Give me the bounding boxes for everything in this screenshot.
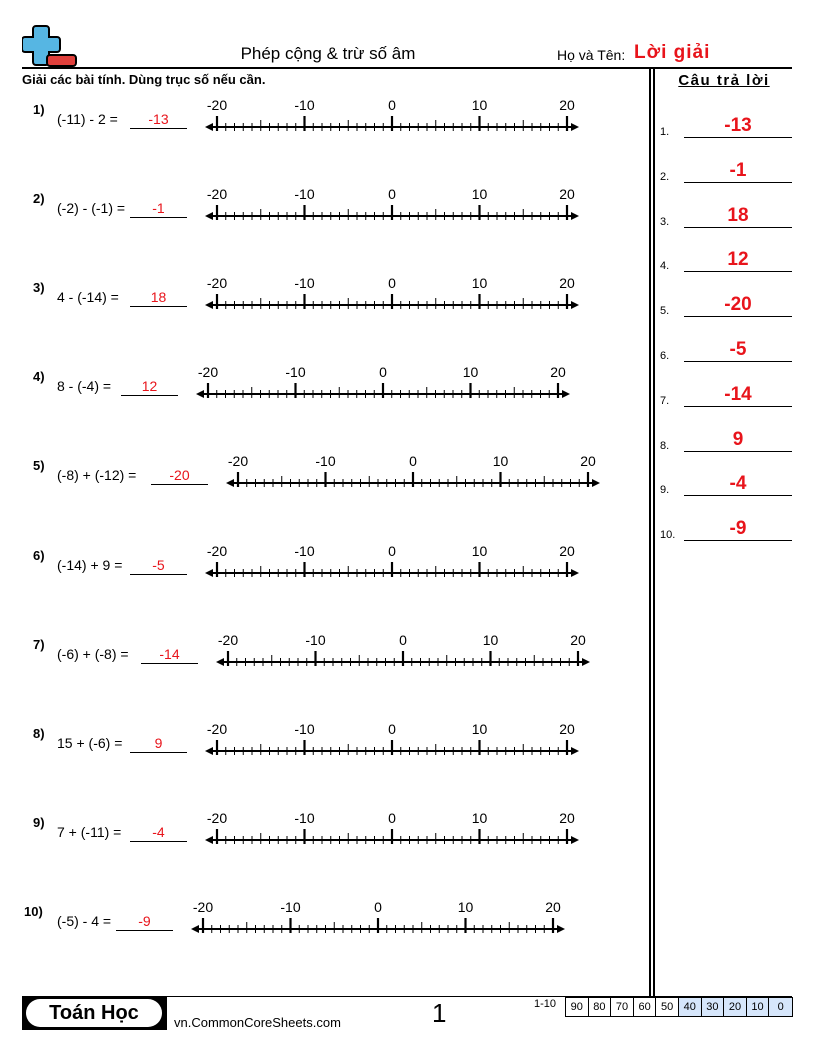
answer-key-row: [660, 294, 792, 318]
number-line-label: 10: [471, 721, 488, 737]
answer-key-blank: [684, 271, 792, 272]
problem-number: 3): [33, 280, 45, 295]
number-line-label: 20: [559, 721, 575, 737]
answer-key-number: 1.: [660, 126, 670, 138]
problem-equation: (-2) - (-1) =: [57, 200, 126, 216]
number-line-label: 0: [388, 721, 396, 737]
score-cell: 20: [724, 998, 747, 1016]
answer-key-row: [660, 249, 792, 273]
left-arrow-icon: [216, 658, 224, 666]
answer-key-row: [660, 383, 792, 407]
left-arrow-icon: [205, 836, 213, 844]
number-line-label: 20: [545, 899, 561, 915]
right-arrow-icon: [571, 123, 579, 131]
left-arrow-icon: [205, 747, 213, 755]
score-table: [565, 997, 793, 1017]
left-arrow-icon: [226, 479, 234, 487]
right-arrow-icon: [571, 836, 579, 844]
right-arrow-icon: [571, 569, 579, 577]
problem-equation: (-8) + (-12) =: [57, 467, 137, 483]
answer-key-value: -5: [729, 339, 747, 360]
answer-key-blank: [684, 451, 792, 452]
number-line-label: 0: [388, 97, 396, 113]
problem-number: 9): [33, 815, 45, 830]
number-line-label: -10: [315, 453, 336, 469]
number-line-label: -10: [294, 97, 315, 113]
answer-value: -9: [138, 913, 151, 929]
answer-key-blank: [684, 137, 792, 138]
answer-key-value: -9: [729, 518, 747, 540]
right-arrow-icon: [571, 301, 579, 309]
number-line: [193, 364, 573, 404]
number-line-label: 20: [559, 810, 575, 826]
answer-blank[interactable]: [130, 306, 187, 307]
number-line-label: 20: [580, 453, 596, 469]
answer-blank[interactable]: [121, 395, 178, 396]
number-line: [223, 453, 603, 493]
name-value: Lời giải: [634, 42, 711, 63]
number-line-label: -20: [206, 275, 228, 291]
name-label: Họ và Tên:: [557, 47, 626, 63]
answer-key-row: [660, 159, 792, 183]
number-line-label: 10: [492, 453, 509, 469]
answer-key-value: -4: [729, 473, 747, 495]
answer-key-row: [660, 115, 792, 138]
number-line-label: 20: [559, 97, 575, 113]
right-arrow-icon: [562, 390, 570, 398]
score-cell: 90: [566, 998, 589, 1016]
number-line-label: -20: [197, 364, 219, 380]
problem-number: 4): [33, 369, 45, 384]
number-line-label: 0: [388, 186, 396, 202]
left-arrow-icon: [205, 569, 213, 577]
number-line: [202, 97, 582, 137]
number-line-label: 0: [388, 275, 396, 291]
worksheet-title: Phép cộng & trừ số âm: [240, 44, 416, 63]
answer-blank[interactable]: [116, 930, 173, 931]
number-line-label: 10: [471, 186, 488, 202]
answer-blank[interactable]: [130, 752, 187, 753]
answer-value: -14: [159, 646, 180, 662]
number-line-label: -10: [294, 721, 315, 737]
number-line-label: 20: [559, 275, 575, 291]
problem-equation: (-14) + 9 =: [57, 557, 123, 573]
number-line-label: -20: [206, 810, 228, 826]
score-cell: 60: [634, 998, 657, 1016]
header-rule: [22, 67, 792, 69]
answer-key-number: 5.: [660, 305, 670, 318]
number-line-label: 0: [388, 810, 396, 826]
answer-key-number: 6.: [660, 350, 670, 362]
answer-blank[interactable]: [130, 128, 187, 129]
number-line-label: -20: [206, 721, 228, 737]
right-arrow-icon: [582, 658, 590, 666]
number-line-label: -20: [192, 899, 214, 915]
column-divider: [649, 69, 655, 997]
answer-key-number: 10.: [660, 529, 676, 542]
number-line: [202, 721, 582, 761]
answer-key-number: 7.: [660, 394, 670, 407]
number-line-label: -10: [280, 899, 301, 915]
problem-equation: 7 + (-11) =: [57, 824, 122, 840]
answer-key-row: [660, 518, 792, 542]
number-line-label: 10: [471, 97, 488, 113]
left-arrow-icon: [191, 925, 199, 933]
number-line-label: -20: [217, 632, 239, 648]
number-line-label: -20: [206, 186, 228, 202]
number-line-label: 20: [559, 186, 575, 202]
number-line-label: 10: [482, 632, 499, 648]
answer-key-blank: [684, 182, 792, 183]
right-arrow-icon: [571, 747, 579, 755]
problem-number: 2): [33, 191, 45, 206]
number-line-label: 0: [399, 632, 407, 648]
right-arrow-icon: [557, 925, 565, 933]
number-line-label: 10: [471, 810, 488, 826]
answer-key-value: -13: [724, 115, 752, 136]
number-line-label: -10: [305, 632, 326, 648]
answer-value: 12: [141, 378, 158, 394]
number-line: [202, 810, 582, 850]
score-cell: 10: [747, 998, 770, 1016]
right-arrow-icon: [592, 479, 600, 487]
problem-equation: (-5) - 4 =: [57, 913, 112, 929]
score-cell: 30: [702, 998, 725, 1016]
number-line-label: -10: [285, 364, 306, 380]
number-line-label: -10: [294, 543, 315, 559]
problem-equation: (-6) + (-8) =: [57, 646, 129, 662]
answer-blank[interactable]: [141, 663, 198, 664]
answer-key-value: 12: [727, 249, 749, 271]
score-cell: 40: [679, 998, 702, 1016]
number-line-label: 10: [457, 899, 474, 915]
score-cell: 80: [589, 998, 612, 1016]
answer-key-blank: [684, 495, 792, 496]
right-arrow-icon: [571, 212, 579, 220]
left-arrow-icon: [196, 390, 204, 398]
answer-blank[interactable]: [130, 841, 187, 842]
left-arrow-icon: [205, 301, 213, 309]
answer-blank[interactable]: [130, 574, 187, 575]
number-line-label: 20: [559, 543, 575, 559]
brand-label: Toán Học: [26, 999, 162, 1027]
answer-key-row: [660, 428, 792, 452]
problem-number: 5): [33, 458, 45, 473]
answer-value: -4: [152, 824, 165, 840]
number-line-label: 0: [409, 453, 417, 469]
number-line-label: 10: [471, 275, 488, 291]
number-line-label: -20: [227, 453, 249, 469]
score-range-label: 1-10: [534, 998, 557, 1010]
answer-blank[interactable]: [151, 484, 208, 485]
answer-key-value: 9: [732, 428, 744, 450]
site-link[interactable]: vn.CommonCoreSheets.com: [174, 1015, 341, 1030]
answer-key-blank: [684, 316, 792, 317]
problem-equation: 8 - (-4) =: [57, 378, 112, 394]
number-line-label: 0: [388, 543, 396, 559]
number-line: [202, 543, 582, 583]
number-line-label: 10: [462, 364, 479, 380]
answer-key-blank: [684, 361, 792, 362]
problem-number: 6): [33, 548, 45, 563]
answer-key-blank: [684, 227, 792, 228]
number-line-label: 20: [570, 632, 586, 648]
problem-number: 7): [33, 637, 45, 652]
number-line-label: -10: [294, 810, 315, 826]
number-line: [188, 899, 568, 939]
answer-key-value: 18: [727, 204, 749, 226]
answer-key-blank: [684, 540, 792, 541]
number-line: [202, 275, 582, 315]
number-line-label: 20: [550, 364, 566, 380]
answer-key-blank: [684, 406, 792, 407]
page-number: 1: [432, 998, 447, 1028]
problem-number: 1): [33, 102, 45, 117]
number-line-label: 0: [379, 364, 387, 380]
answer-value: -20: [169, 467, 190, 483]
answer-key-title: Câu trả lời: [678, 72, 770, 89]
answer-key-value: -1: [729, 159, 747, 181]
answer-key-number: 8.: [660, 439, 670, 452]
left-arrow-icon: [205, 212, 213, 220]
answer-value: -5: [152, 557, 165, 573]
answer-value: -1: [152, 200, 165, 216]
answer-key-value: -20: [724, 294, 752, 316]
answer-key-number: 2.: [660, 170, 670, 183]
answer-blank[interactable]: [130, 217, 187, 218]
answer-key-number: 3.: [660, 215, 670, 228]
number-line-label: -10: [294, 275, 315, 291]
answer-key-number: 4.: [660, 260, 670, 273]
answer-key-number: 9.: [660, 484, 670, 497]
number-line: [202, 186, 582, 226]
answer-value: 9: [154, 735, 163, 751]
problem-equation: (-11) - 2 =: [57, 111, 118, 127]
score-cell: 70: [611, 998, 634, 1016]
instructions: Giải các bài tính. Dùng trục số nếu cần.: [22, 72, 266, 87]
problem-equation: 4 - (-14) =: [57, 289, 119, 305]
problem-equation: 15 + (-6) =: [57, 735, 123, 751]
number-line-label: -20: [206, 97, 228, 113]
answer-key-row: [660, 204, 792, 228]
answer-key-row: [660, 473, 792, 497]
number-line-label: 10: [471, 543, 488, 559]
answer-key-row: [660, 339, 792, 362]
number-line-label: 0: [374, 899, 382, 915]
number-line-label: -10: [294, 186, 315, 202]
problem-number: 10): [24, 904, 43, 919]
score-cell: 50: [656, 998, 679, 1016]
number-line-label: -20: [206, 543, 228, 559]
score-cell: 0: [769, 998, 792, 1016]
problem-number: 8): [33, 726, 45, 741]
answer-value: 18: [150, 289, 167, 305]
number-line: [213, 632, 593, 672]
answer-key-value: -14: [724, 383, 752, 405]
answer-value: -13: [148, 111, 169, 127]
left-arrow-icon: [205, 123, 213, 131]
